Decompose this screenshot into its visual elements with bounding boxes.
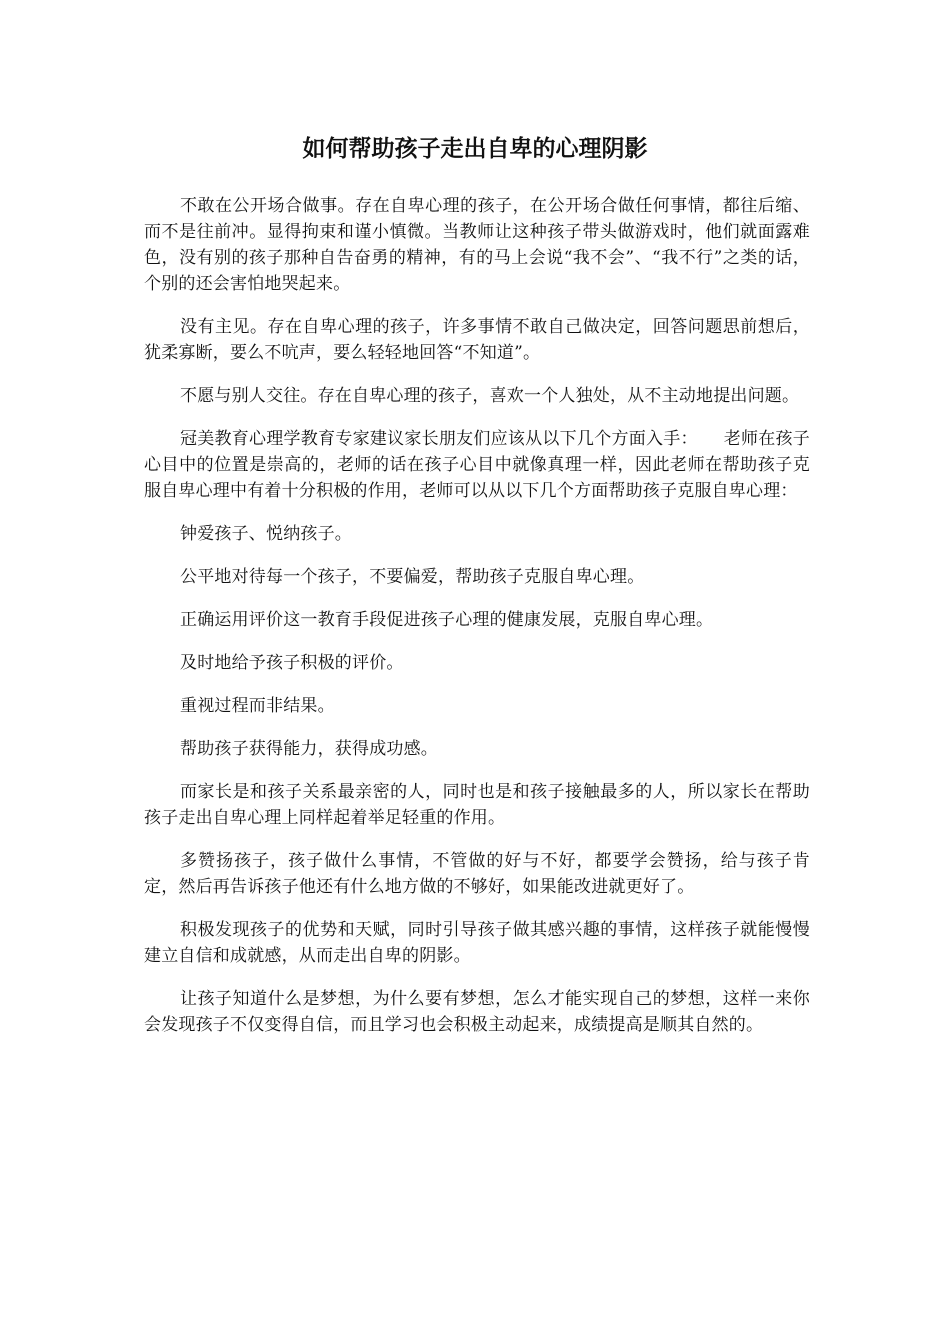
paragraph-8: 及时地给予孩子积极的评价。 <box>180 653 404 673</box>
document-body <box>144 193 810 1055</box>
paragraph-10: 帮助孩子获得能力，获得成功感。 <box>180 739 438 759</box>
paragraph-3: 不愿与别人交往。存在自卑心理的孩子，喜欢一个人独处，从不主动地提出问题。 <box>180 386 800 406</box>
paragraph-13: 积极发现孩子的优势和天赋，同时引导孩子做其感兴趣的事情，这样孩子就能慢慢建立自信和成就感，从而走出自卑的阴影。 <box>144 920 810 966</box>
document-title: 如何帮助孩子走出自卑的心理阴影 <box>302 135 648 162</box>
paragraph-1: 不敢在公开场合做事。存在自卑心理的孩子，在公开场合做任何事情，都往后缩、而不是往前冲。显得拘束和谨小慎微。当教师让这种孩子带头做游戏时，他们就面露难色，没有别的孩子那种自告奋勇的精神，有的马上会说“我不会”、“我不行”之类的话，个别的还会害怕地哭起来。 <box>144 196 810 294</box>
paragraph-4: 冠美教育心理学教育专家建议家长朋友们应该从以下几个方面入手： 老师在孩子心目中的位置是崇高的，老师的话在孩子心目中就像真理一样，因此老师在帮助孩子克服自卑心理中有着十分积极的作用，老师可以从以下几个方面帮助孩子克服自卑心理： <box>144 429 810 501</box>
paragraph-14: 让孩子知道什么是梦想，为什么要有梦想，怎么才能实现自己的梦想，这样一来你会发现孩子不仅变得自信，而且学习也会积极主动起来，成绩提高是顺其自然的。 <box>144 989 810 1035</box>
paragraph-9: 重视过程而非结果。 <box>180 696 335 716</box>
paragraph-11: 而家长是和孩子关系最亲密的人，同时也是和孩子接触最多的人，所以家长在帮助孩子走出自卑心理上同样起着举足轻重的作用。 <box>144 782 810 828</box>
paragraph-7: 正确运用评价这一教育手段促进孩子心理的健康发展，克服自卑心理。 <box>180 610 714 630</box>
paragraph-6: 公平地对待每一个孩子，不要偏爱，帮助孩子克服自卑心理。 <box>180 567 645 587</box>
paragraph-12: 多赞扬孩子，孩子做什么事情，不管做的好与不好，都要学会赞扬，给与孩子肯定，然后再告诉孩子他还有什么地方做的不够好，如果能改进就更好了。 <box>144 851 810 897</box>
paragraph-5: 钟爱孩子、悦纳孩子。 <box>180 524 352 544</box>
paragraph-2: 没有主见。存在自卑心理的孩子，许多事情不敢自己做决定，回答问题思前想后，犹柔寡断，要么不吭声，要么轻轻地回答“不知道”。 <box>144 317 810 363</box>
